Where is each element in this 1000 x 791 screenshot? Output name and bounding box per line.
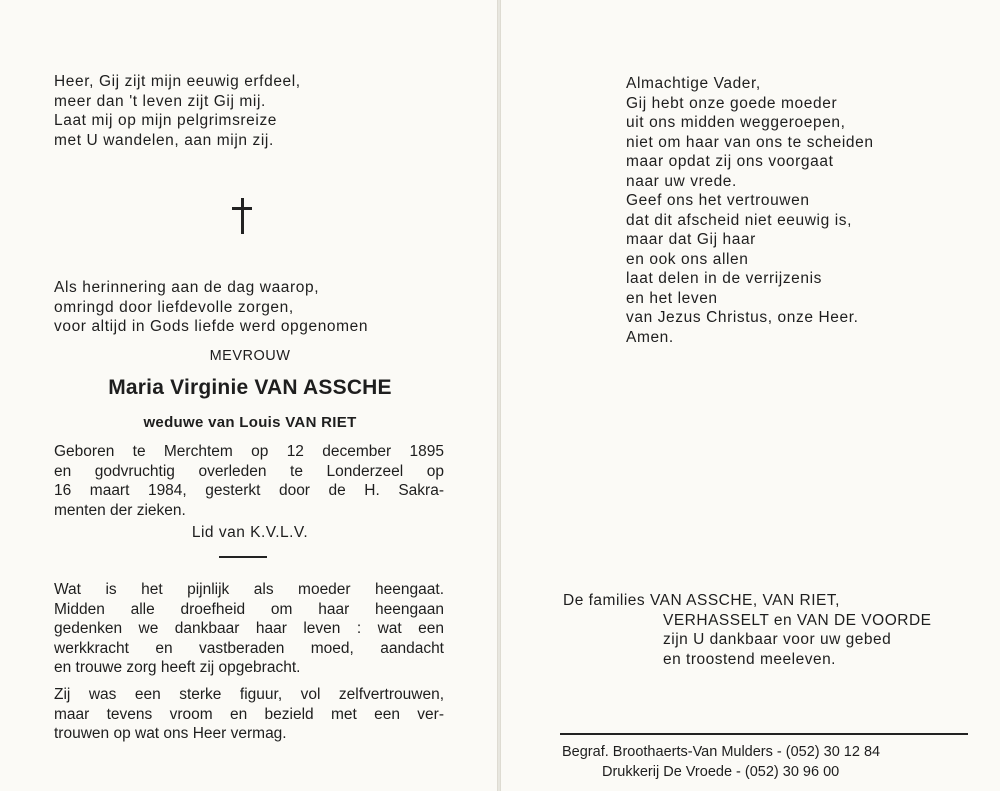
divider-rule	[560, 733, 968, 735]
prayer-line: Almachtige Vader,	[626, 75, 761, 92]
prayer-line: uit ons midden weggeroepen,	[626, 114, 846, 131]
bio-line: 16 maart 1984, gesterkt door de H. Sakra-	[54, 482, 444, 499]
closing-line: maar tevens vroom en bezield met een ver-	[54, 705, 444, 723]
intro-line: omringd door liefdevolle zorgen,	[54, 298, 294, 316]
family-line: en troostend meeleven.	[663, 650, 836, 668]
remembrance-intro	[54, 278, 368, 337]
poem-line: met U wandelen, aan mijn zij.	[54, 131, 274, 149]
prayer-line: niet om haar van ons te scheiden	[626, 133, 874, 151]
bio-line: menten der zieken.	[54, 501, 186, 519]
prayer-line: en het leven	[626, 289, 718, 307]
tribute-line: Wat is het pijnlijk als moeder heengaat.	[54, 581, 444, 598]
tribute-line: werkkracht en vastberaden moed, aandacht	[54, 639, 444, 657]
intro-line: Als herinnering aan de dag waarop,	[54, 279, 320, 296]
closing-paragraph	[54, 685, 444, 744]
biography	[54, 442, 444, 520]
family-line: zijn U dankbaar voor uw gebed	[663, 631, 892, 648]
prayer	[626, 74, 874, 347]
family-line: De families VAN ASSCHE, VAN RIET,	[563, 592, 840, 609]
prayer-line: naar uw vrede.	[626, 172, 737, 190]
tribute-line: Midden alle droefheid om haar heengaan	[54, 600, 444, 618]
poem-line: Laat mij op mijn pelgrimsreize	[54, 112, 278, 129]
bio-line: en godvruchtig overleden te Londerzeel op	[54, 462, 444, 480]
prayer-line: laat delen in de verrijzenis	[626, 270, 823, 287]
funeral-director-line: Begraf. Broothaerts-Van Mulders - (052) 30 12 84	[562, 744, 881, 760]
prayer-line: Gij hebt onze goede moeder	[626, 94, 838, 112]
widow-line: weduwe van Louis VAN RIET	[143, 414, 357, 431]
printer-credits	[562, 742, 880, 782]
prayer-line: Amen.	[626, 328, 674, 346]
deceased-name: Maria Virginie VAN ASSCHE	[108, 376, 392, 399]
closing-line: Zij was een sterke figuur, vol zelfvertrouwen,	[54, 686, 444, 703]
family-thanks	[563, 591, 931, 669]
prayer-line: maar dat Gij haar	[626, 231, 756, 248]
cross-icon	[230, 198, 254, 234]
membership: Lid van K.V.L.V.	[191, 524, 309, 541]
tribute-line: en trouwe zorg heeft zij opgebracht.	[54, 659, 301, 676]
divider	[219, 556, 267, 558]
family-line: VERHASSELT en VAN DE VOORDE	[663, 611, 932, 629]
honorific-title: MEVROUW	[209, 348, 291, 364]
poem-line: meer dan 't leven zijt Gij mij.	[54, 92, 266, 110]
poem-line: Heer, Gij zijt mijn eeuwig erfdeel,	[54, 73, 301, 90]
bio-line: Geboren te Merchtem op 12 december 1895	[54, 443, 444, 460]
intro-line: voor altijd in Gods liefde werd opgenomen	[54, 318, 369, 335]
printer-line: Drukkerij De Vroede - (052) 30 96 00	[602, 764, 840, 780]
prayer-line: Geef ons het vertrouwen	[626, 192, 810, 209]
tribute-line: gedenken we dankbaar haar leven : wat een	[54, 620, 444, 637]
closing-line: trouwen op wat ons Heer vermag.	[54, 725, 287, 742]
prayer-line: en ook ons allen	[626, 250, 749, 268]
prayer-line: maar opdat zij ons voorgaat	[626, 153, 834, 170]
prayer-line: dat dit afscheid niet eeuwig is,	[626, 211, 852, 229]
prayer-line: van Jezus Christus, onze Heer.	[626, 309, 859, 326]
tribute	[54, 580, 444, 678]
opening-poem	[54, 72, 301, 150]
